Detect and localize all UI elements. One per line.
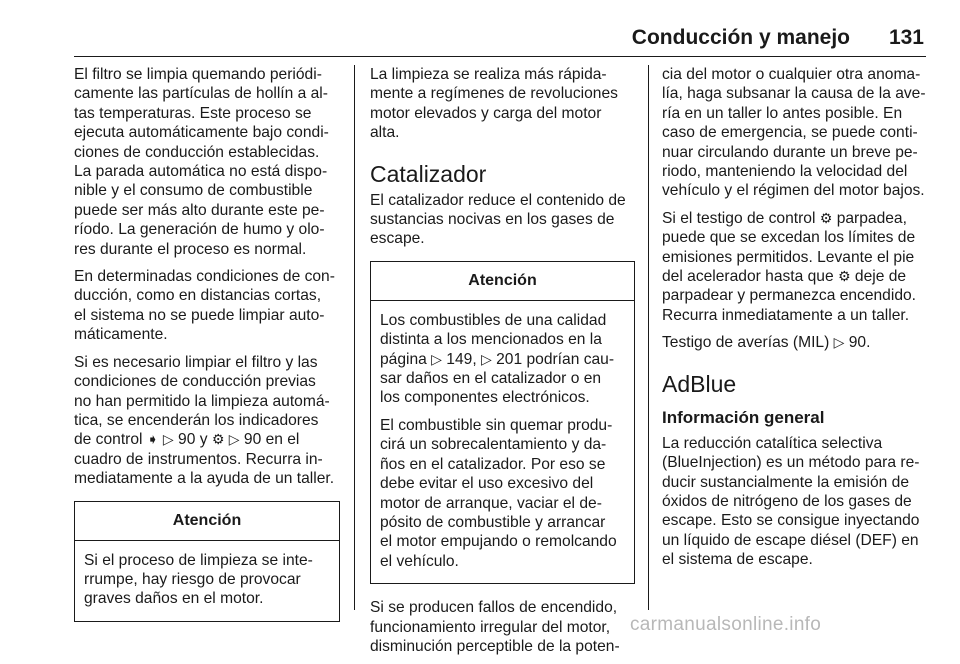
warning-box-cleaning <box>74 501 340 622</box>
text-line: el motor empujando o remolcando <box>380 533 617 551</box>
text-line: caso de emergencia, se puede conti- <box>662 124 918 142</box>
text-line: riodo, manteniendo la velocidad del <box>662 163 908 181</box>
text-line: los componentes electrónicos. <box>380 389 590 407</box>
text-line: disminución perceptible de la poten- <box>370 637 620 655</box>
text-line: La parada automática no está dispo- <box>74 163 328 181</box>
text-line: motor elevados y carga del motor <box>370 104 602 122</box>
text-line: el vehículo. <box>380 552 459 570</box>
warning-box-title: Atención <box>371 262 634 301</box>
watermark: carmanualsonline.info <box>630 614 822 635</box>
text-line: tas temperaturas. Este proceso se <box>74 104 312 122</box>
text-line: res durante el proceso es normal. <box>74 240 307 258</box>
warning-box-fuel <box>370 261 635 584</box>
text-line: funcionamiento irregular del motor, <box>370 618 611 636</box>
text-line: escape. Esto se consigue inyectando <box>662 512 920 530</box>
subsection-heading-general-info: Información general <box>662 407 825 427</box>
text-line: un líquido de escape diésel (DEF) en <box>662 531 919 549</box>
text-line: graves daños en el motor. <box>84 590 264 608</box>
paragraph-filter-cleaning <box>74 65 340 259</box>
page-reference-link[interactable]: 90 y <box>178 431 208 449</box>
text-line: cirá un sobrecalentamiento y da- <box>380 436 607 454</box>
text-line: nible y el consumo de combustible <box>74 182 313 200</box>
text-line: ducir sustancialmente la emisión de <box>662 473 910 491</box>
text-line: alta. <box>370 124 400 142</box>
text-line: del acelerador hasta que ⚙ deje de <box>662 268 907 286</box>
text-line: máticamente. <box>74 326 168 344</box>
text-line: cia del motor o cualquier otra anoma- <box>662 66 921 83</box>
text-line: El filtro se limpia quemando periódi- <box>74 66 322 83</box>
warning-box-body <box>75 541 339 621</box>
text-line: el sistema de escape. <box>662 551 813 569</box>
page-reference-link[interactable]: 149, <box>446 350 477 368</box>
text-line: debe evitar el uso excesivo del <box>380 475 594 493</box>
text-line: En determinadas condiciones de con- <box>74 268 335 286</box>
text-line: no han permitido la limpieza automá- <box>74 392 330 410</box>
chevron-right-icon[interactable]: ▷ <box>162 431 174 448</box>
engine-check-icon: ⚙ <box>838 268 851 285</box>
column-2 <box>370 65 635 664</box>
text-line: El combustible sin quemar produ- <box>380 416 613 434</box>
text-line: Si se producen fallos de encendido, <box>370 599 618 617</box>
chevron-right-icon[interactable]: ▷ <box>833 334 845 351</box>
text-line: página ▷ 149, ▷ 201 podrían cau- <box>380 350 615 368</box>
chevron-right-icon[interactable]: ▷ <box>431 350 442 367</box>
paragraph-mil-reference <box>662 333 927 352</box>
text-line: sar daños en el catalizador o en <box>380 370 602 388</box>
section-heading-adblue: AdBlue <box>662 370 737 397</box>
paragraph-catalyst-intro <box>370 191 635 249</box>
text-line: de control ➧ ▷ 90 y ⚙ ▷ 90 en el <box>74 431 300 449</box>
text-line: ríodo. La generación de humo y olo- <box>74 221 325 239</box>
page-reference-link[interactable]: 90. <box>848 334 871 352</box>
text-line: emisiones permitidos. Levante el pie <box>662 248 915 266</box>
text-line: ducción, como en distancias cortas, <box>74 287 322 305</box>
column-divider-2 <box>648 65 649 610</box>
page-number: 131 <box>888 26 924 49</box>
chevron-right-icon[interactable]: ▷ <box>481 350 492 367</box>
paragraph-driving-conditions <box>74 267 340 345</box>
text-line: rrumpe, hay riesgo de provocar <box>84 570 301 588</box>
warning-box-body <box>371 301 634 583</box>
text-line: puede ser más alto durante este pe- <box>74 201 325 219</box>
text-line: Si es necesario limpiar el filtro y las <box>74 353 318 371</box>
text-line: el sistema no se puede limpiar auto- <box>74 306 325 324</box>
text-line: Los combustibles de una calidad <box>380 311 607 329</box>
page-reference-link[interactable]: 90 en el <box>243 431 300 449</box>
text-line: ría en un taller lo antes posible. En <box>662 104 903 122</box>
text-line: camente las partículas de hollín a al- <box>74 85 328 103</box>
paragraph-misfire-continued <box>662 65 927 201</box>
paragraph-indicator-lights <box>74 353 340 489</box>
text-line: nuar circulando durante un breve pe- <box>662 143 918 161</box>
engine-check-icon: ⚙ <box>819 209 833 226</box>
page-reference-link[interactable]: 201 podrían cau- <box>496 350 615 368</box>
chevron-right-icon[interactable]: ▷ <box>228 431 240 448</box>
text-line: Si el proceso de limpieza se inte- <box>84 551 313 569</box>
warning-box-title: Atención <box>75 502 339 541</box>
paragraph-warning-light <box>662 209 927 325</box>
text-line: sustancias nocivas en los gases de <box>370 211 615 229</box>
section-heading-catalizador: Catalizador <box>370 160 487 187</box>
text-line: ciones de conducción establecidas. <box>74 143 320 161</box>
text-line: cuadro de instrumentos. Recurra in- <box>74 450 323 468</box>
text-line: puede que se excedan los límites de <box>662 229 916 247</box>
text-line: ejecuta automáticamente bajo condi- <box>74 124 329 142</box>
text-line: La reducción catalítica selectiva <box>662 434 883 452</box>
text-line: óxidos de nitrógeno de los gases de <box>662 492 912 510</box>
text-line: Si el testigo de control ⚙ parpadea, <box>662 209 907 227</box>
text-line: vehículo y el régimen del motor bajos. <box>662 182 925 200</box>
text-line: motor de arranque, vaciar el de- <box>380 494 602 512</box>
text-line: pósito de combustible y arrancar <box>380 513 606 531</box>
paragraph-cleaning-speed <box>370 65 635 143</box>
text-line: mente a regímenes de revoluciones <box>370 85 618 103</box>
text-line: Recurra inmediatamente a un taller. <box>662 306 910 324</box>
text-line: tica, se encenderán los indicadores <box>74 411 319 429</box>
text-line: distinta a los mencionados en la <box>380 331 602 349</box>
header-divider <box>74 56 926 57</box>
column-1 <box>74 65 340 636</box>
text-line: El catalizador reduce el contenido de <box>370 191 626 209</box>
diesel-filter-icon: ➧ <box>146 431 159 448</box>
text-line: condiciones de conducción previas <box>74 373 316 391</box>
text-line: (BlueInjection) es un método para re- <box>662 454 920 472</box>
text-line: ños en el catalizador. Por eso se <box>380 455 606 473</box>
running-header-title: Conducción y manejo <box>631 26 850 49</box>
text-line: La limpieza se realiza más rápida- <box>370 66 607 83</box>
column-3 <box>662 65 927 578</box>
column-divider-1 <box>354 65 355 610</box>
text-line: lía, haga subsanar la causa de la ave- <box>662 85 926 103</box>
text-line: escape. <box>370 230 425 248</box>
engine-check-icon: ⚙ <box>211 431 225 448</box>
text-line: mediatamente a la ayuda de un taller. <box>74 470 335 488</box>
text-line: parpadear y permanezca encendido. <box>662 287 916 305</box>
paragraph-misfire <box>370 598 635 656</box>
paragraph-scr <box>662 434 927 570</box>
text-line: Testigo de averías (MIL) ▷ 90. <box>662 334 871 352</box>
